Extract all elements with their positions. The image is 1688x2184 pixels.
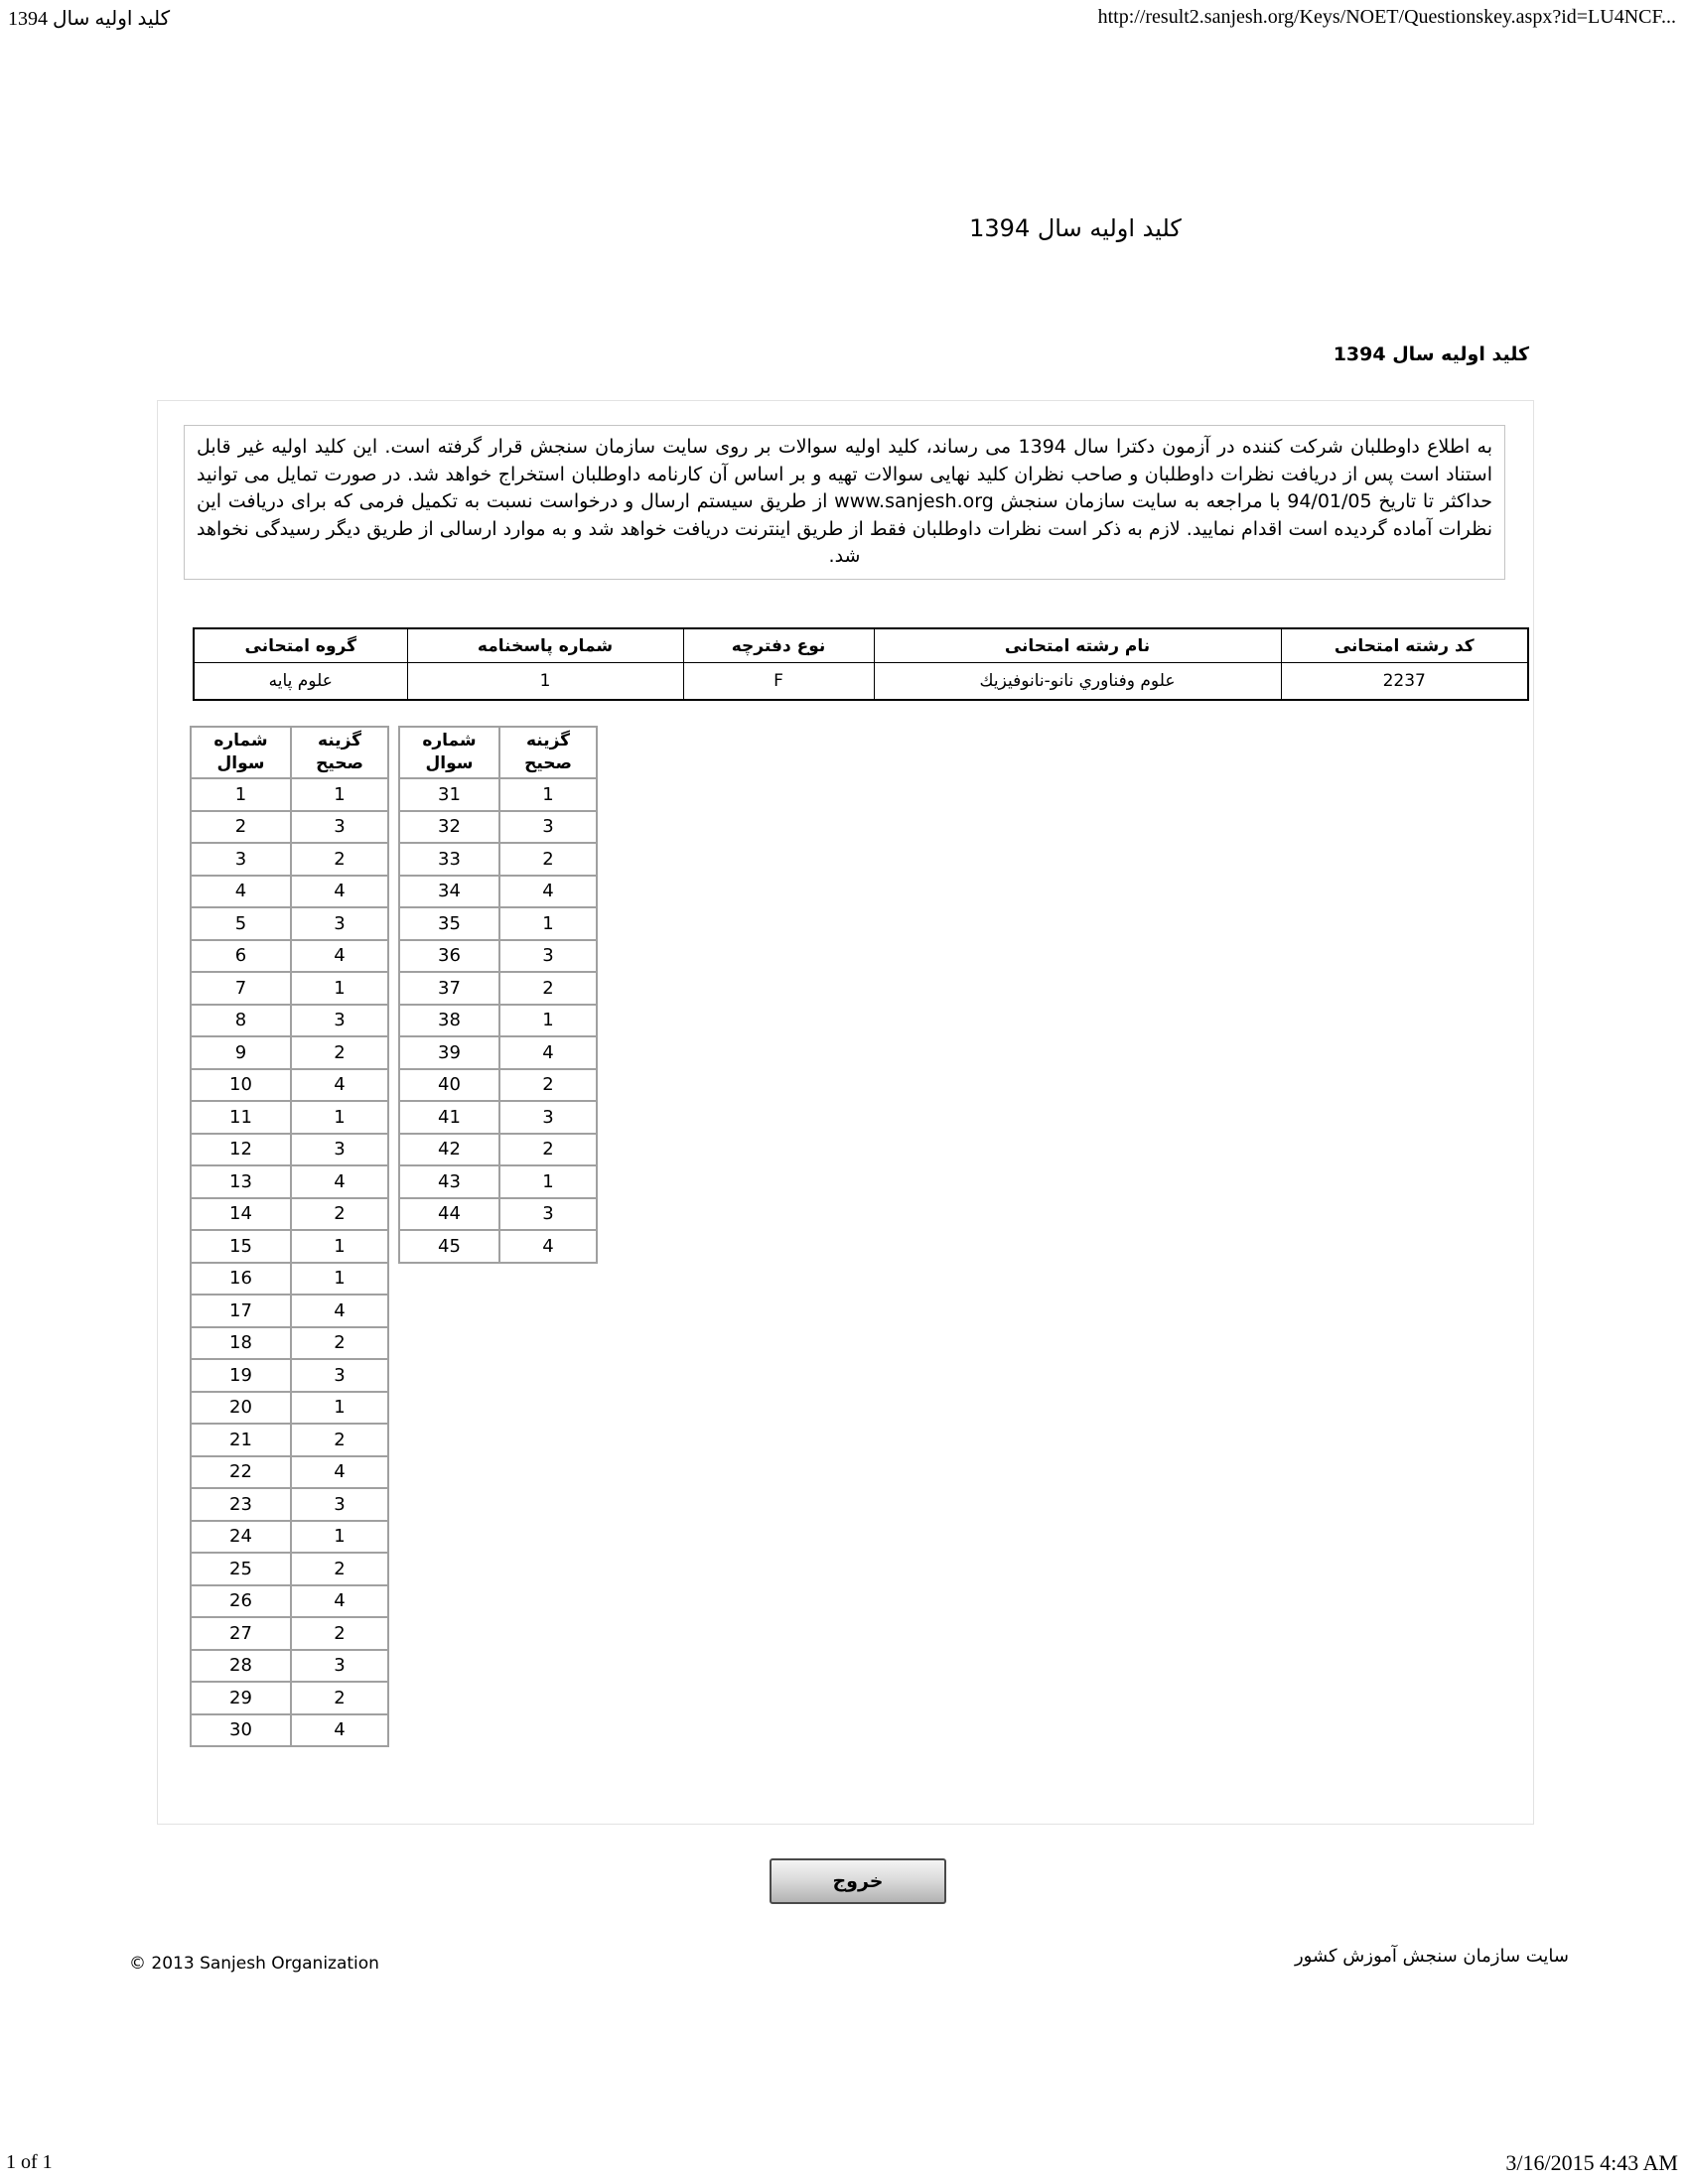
exit-button[interactable]: خروج (770, 1858, 946, 1904)
question-number-cell: 34 (399, 876, 499, 908)
exam-info-value-row (194, 663, 1528, 701)
answer-row (399, 1069, 597, 1102)
correct-option-cell: 1 (499, 907, 597, 940)
notice-paragraph: به اطلاع داوطلبان شرکت کننده در آزمون دکترا سال 1394 می رساند، کلید اولیه سوالات بر روی سایت سازمان سنجش قرار گرفته است. این کلید اولیه غیر قابل استناد است پس از دریافت نظرات داوطلبان و صاحب نظران کلید نهایی سوالات تهیه و بر اساس آن کارنامه داوطلبان استخراج خواهد شد. در صورت تمایل می توانید حداکثر تا تاریخ 94/01/05 با مراجعه به سایت سازمان سنجش www.sanjesh.org از طریق سیستم ارسال و درخواست نسبت به تکمیل فرمی که برای دریافت این نظرات آماده گردیده است اقدام نمایید. لازم به ذکر است نظرات داوطلبان فقط از طریق اینترنت دریافت خواهد شد و به موارد ارسالی از طریق دیگر رسیدگی نخواهد شد. (184, 425, 1505, 580)
question-number-cell: 13 (191, 1165, 291, 1198)
answer-row (191, 811, 388, 844)
question-number-cell: 9 (191, 1036, 291, 1069)
answer-row (399, 1005, 597, 1037)
question-number-column-header: شماره سوال (191, 727, 291, 778)
answer-row (191, 1521, 388, 1554)
correct-option-cell: 3 (499, 1101, 597, 1134)
answer-row (399, 1165, 597, 1198)
correct-option-cell: 2 (291, 1682, 388, 1714)
answer-row (191, 1134, 388, 1166)
question-number-cell: 1 (191, 778, 291, 811)
correct-option-cell: 1 (291, 1230, 388, 1263)
correct-option-cell: 3 (291, 1134, 388, 1166)
correct-option-cell: 3 (291, 907, 388, 940)
correct-option-cell: 1 (291, 1521, 388, 1554)
question-number-cell: 7 (191, 972, 291, 1005)
correct-option-cell: 4 (291, 1585, 388, 1618)
answer-row (191, 876, 388, 908)
answer-row (399, 811, 597, 844)
correct-option-cell: 3 (291, 1005, 388, 1037)
print-header-document-title: کلید اولیه سال 1394 (8, 8, 171, 30)
question-number-cell: 29 (191, 1682, 291, 1714)
answer-row (191, 1005, 388, 1037)
correct-option-cell: 3 (291, 811, 388, 844)
answer-row (191, 843, 388, 876)
exam-info-value-cell: علوم وفناوري نانو-نانوفيزيك (874, 663, 1281, 701)
exam-info-header-cell: گروه امتحانی (194, 628, 407, 663)
question-number-cell: 19 (191, 1359, 291, 1392)
question-number-cell: 3 (191, 843, 291, 876)
correct-option-cell: 4 (291, 1456, 388, 1489)
page-title: کلید اولیه سال 1394 (969, 214, 1182, 242)
question-number-cell: 35 (399, 907, 499, 940)
answer-row (191, 1359, 388, 1392)
answer-row (399, 1198, 597, 1231)
question-number-cell: 22 (191, 1456, 291, 1489)
correct-option-cell: 2 (499, 1069, 597, 1102)
correct-option-column-header: گزینه صحیح (499, 727, 597, 778)
correct-option-cell: 3 (499, 940, 597, 973)
correct-option-cell: 1 (499, 1005, 597, 1037)
answer-row (399, 1036, 597, 1069)
answer-row (191, 1327, 388, 1360)
question-number-cell: 11 (191, 1101, 291, 1134)
question-number-cell: 36 (399, 940, 499, 973)
exam-info-header-cell: نام رشته امتحانی (874, 628, 1281, 663)
answer-row (191, 778, 388, 811)
answer-row (399, 1230, 597, 1263)
correct-option-cell: 1 (499, 1165, 597, 1198)
question-number-cell: 5 (191, 907, 291, 940)
answer-row (191, 1553, 388, 1585)
question-number-cell: 27 (191, 1617, 291, 1650)
answer-row (191, 1230, 388, 1263)
correct-option-cell: 2 (499, 1134, 597, 1166)
content-panel (157, 400, 1534, 1825)
question-number-cell: 12 (191, 1134, 291, 1166)
print-footer-timestamp: 3/16/2015 4:43 AM (1505, 2150, 1678, 2175)
correct-option-cell: 2 (291, 1198, 388, 1231)
correct-option-cell: 1 (291, 1263, 388, 1296)
answer-row (191, 1101, 388, 1134)
question-number-cell: 44 (399, 1198, 499, 1231)
question-number-cell: 37 (399, 972, 499, 1005)
question-number-column-header: شماره سوال (399, 727, 499, 778)
answer-row (399, 1134, 597, 1166)
question-number-cell: 10 (191, 1069, 291, 1102)
answer-row (191, 1165, 388, 1198)
correct-option-cell: 3 (291, 1650, 388, 1683)
correct-option-cell: 4 (291, 876, 388, 908)
answer-row (191, 907, 388, 940)
answer-row (191, 1295, 388, 1327)
answer-row (191, 1585, 388, 1618)
correct-option-cell: 4 (499, 1036, 597, 1069)
answer-table-1-30 (190, 726, 389, 1747)
correct-option-cell: 3 (291, 1359, 388, 1392)
answer-row (191, 1424, 388, 1456)
question-number-cell: 2 (191, 811, 291, 844)
section-heading: کلید اولیه سال 1394 (1333, 343, 1529, 365)
question-number-cell: 32 (399, 811, 499, 844)
answer-row (399, 907, 597, 940)
correct-option-cell: 2 (499, 843, 597, 876)
question-number-cell: 42 (399, 1134, 499, 1166)
answer-row (399, 843, 597, 876)
answer-row (191, 1198, 388, 1231)
answer-row (399, 876, 597, 908)
exam-info-header-cell: شماره پاسخنامه (407, 628, 683, 663)
question-number-cell: 16 (191, 1263, 291, 1296)
answer-row (191, 1714, 388, 1747)
footer-copyright: © 2013 Sanjesh Organization (129, 1954, 379, 1974)
question-number-cell: 6 (191, 940, 291, 973)
answer-row (191, 972, 388, 1005)
exam-info-header-row (194, 628, 1528, 663)
question-number-cell: 23 (191, 1488, 291, 1521)
answer-table-header-row (399, 727, 597, 778)
correct-option-cell: 2 (291, 1617, 388, 1650)
correct-option-cell: 2 (291, 843, 388, 876)
answer-row (191, 1263, 388, 1296)
answer-row (191, 1069, 388, 1102)
answer-table-header-row (191, 727, 388, 778)
answer-row (399, 940, 597, 973)
question-number-cell: 33 (399, 843, 499, 876)
question-number-cell: 8 (191, 1005, 291, 1037)
correct-option-cell: 3 (499, 811, 597, 844)
correct-option-column-header: گزینه صحیح (291, 727, 388, 778)
answer-row (191, 940, 388, 973)
correct-option-cell: 1 (291, 972, 388, 1005)
answer-row (191, 1456, 388, 1489)
question-number-cell: 30 (191, 1714, 291, 1747)
correct-option-cell: 4 (291, 1165, 388, 1198)
correct-option-cell: 1 (291, 1101, 388, 1134)
exam-info-header-cell: نوع دفترچه (683, 628, 874, 663)
question-number-cell: 18 (191, 1327, 291, 1360)
correct-option-cell: 2 (291, 1553, 388, 1585)
correct-option-cell: 4 (291, 1714, 388, 1747)
print-header-url: http://result2.sanjesh.org/Keys/NOET/Questionskey.aspx?id=LU4NCF... (1097, 6, 1676, 28)
question-number-cell: 40 (399, 1069, 499, 1102)
answer-row (399, 972, 597, 1005)
question-number-cell: 4 (191, 876, 291, 908)
correct-option-cell: 4 (291, 1069, 388, 1102)
question-number-cell: 39 (399, 1036, 499, 1069)
correct-option-cell: 4 (291, 940, 388, 973)
correct-option-cell: 3 (291, 1488, 388, 1521)
question-number-cell: 20 (191, 1392, 291, 1425)
exam-info-table (193, 627, 1529, 701)
correct-option-cell: 2 (499, 972, 597, 1005)
correct-option-cell: 1 (499, 778, 597, 811)
correct-option-cell: 2 (291, 1036, 388, 1069)
correct-option-cell: 4 (499, 1230, 597, 1263)
answer-row (191, 1036, 388, 1069)
question-number-cell: 21 (191, 1424, 291, 1456)
answer-row (191, 1488, 388, 1521)
answer-row (191, 1617, 388, 1650)
question-number-cell: 26 (191, 1585, 291, 1618)
question-number-cell: 45 (399, 1230, 499, 1263)
correct-option-cell: 1 (291, 778, 388, 811)
exam-info-header-cell: کد رشته امتحانی (1281, 628, 1528, 663)
correct-option-cell: 4 (499, 876, 597, 908)
question-number-cell: 14 (191, 1198, 291, 1231)
correct-option-cell: 2 (291, 1327, 388, 1360)
answer-row (191, 1650, 388, 1683)
question-number-cell: 38 (399, 1005, 499, 1037)
exam-info-value-cell: 2237 (1281, 663, 1528, 701)
exam-info-value-cell: F (683, 663, 874, 701)
print-footer-page-count: 1 of 1 (6, 2151, 53, 2173)
exam-info-value-cell: علوم پایه (194, 663, 407, 701)
question-number-cell: 43 (399, 1165, 499, 1198)
answer-row (399, 778, 597, 811)
correct-option-cell: 2 (291, 1424, 388, 1456)
question-number-cell: 31 (399, 778, 499, 811)
question-number-cell: 25 (191, 1553, 291, 1585)
correct-option-cell: 3 (499, 1198, 597, 1231)
answer-row (399, 1101, 597, 1134)
exam-info-value-cell: 1 (407, 663, 683, 701)
answer-row (191, 1682, 388, 1714)
answer-table-31-45 (398, 726, 598, 1264)
answer-row (191, 1392, 388, 1425)
question-number-cell: 17 (191, 1295, 291, 1327)
question-number-cell: 24 (191, 1521, 291, 1554)
correct-option-cell: 1 (291, 1392, 388, 1425)
question-number-cell: 15 (191, 1230, 291, 1263)
footer-site-name: سایت سازمان سنجش آموزش کشور (1294, 1946, 1569, 1967)
correct-option-cell: 4 (291, 1295, 388, 1327)
question-number-cell: 28 (191, 1650, 291, 1683)
question-number-cell: 41 (399, 1101, 499, 1134)
